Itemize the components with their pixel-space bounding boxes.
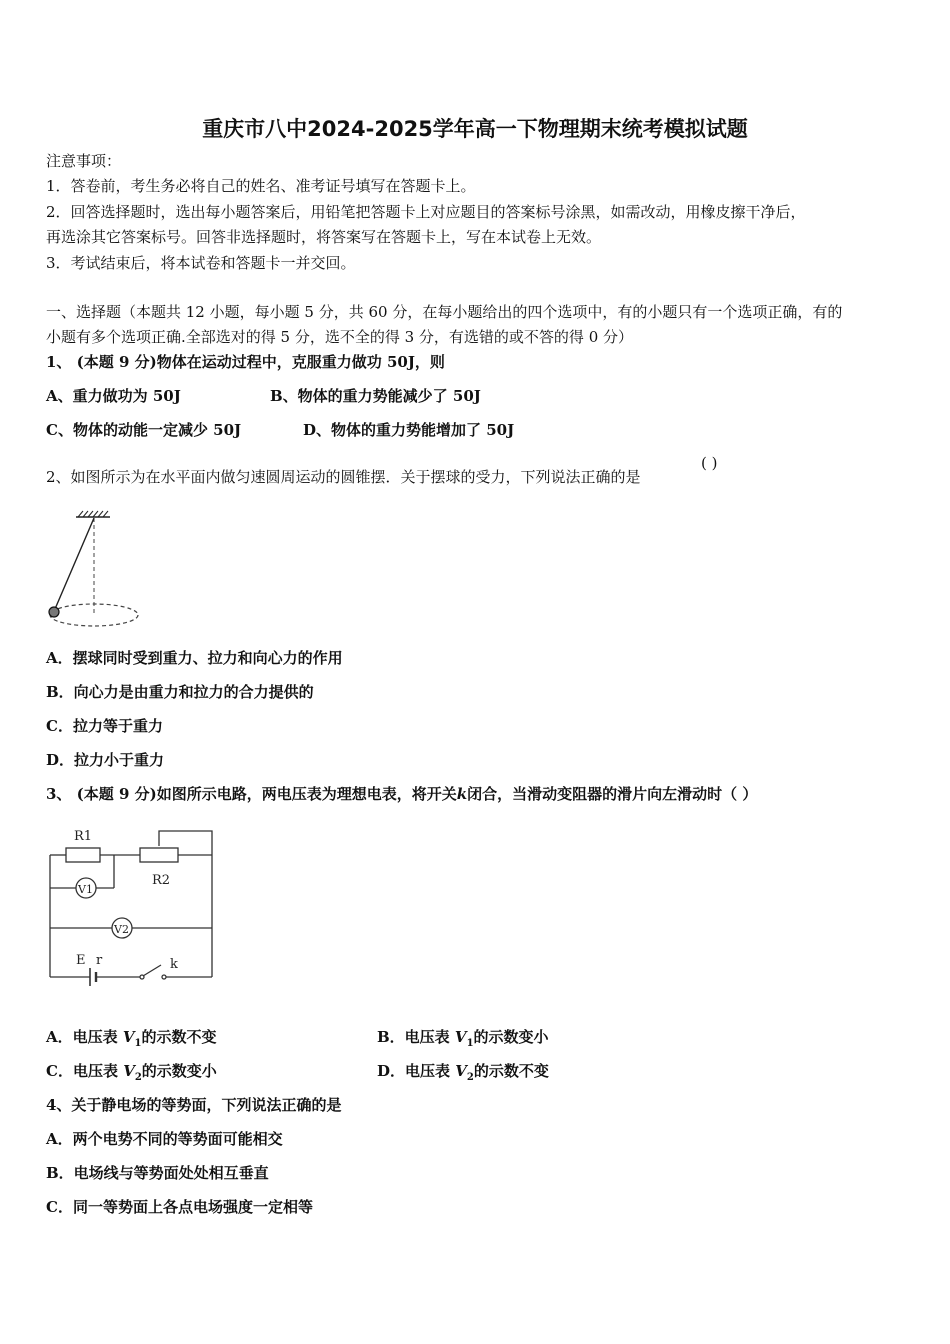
notice-item-2a: 2．回答选择题时，选出每小题答案后，用铅笔把答题卡上对应题目的答案标号涂黑，如需改动，用橡皮擦干净后， — [46, 203, 806, 221]
q2-option-c: C．拉力等于重力 — [46, 717, 163, 735]
q3-option-d-post: 的示数不变 — [473, 1062, 549, 1080]
q3-option-b — [377, 1027, 549, 1054]
page-title: 重庆市八中2024-2025学年高一下物理期末统考模拟试题 — [202, 117, 748, 141]
conical-pendulum-figure — [44, 508, 144, 633]
notice-item-3: 3．考试结束后，将本试卷和答题卡一并交回。 — [46, 254, 356, 272]
section-intro-line1: 一、选择题（本题共 12 小题，每小题 5 分，共 60 分，在每小题给出的四个选项中，有的小题只有一个选项正确，有的 — [46, 303, 843, 321]
q2-stem: 2、如图所示为在水平面内做匀速圆周运动的圆锥摆．关于摆球的受力，下列说法正确的是 — [46, 468, 641, 486]
q3-option-c-v: V — [123, 1062, 135, 1080]
label-v2: V2 — [114, 923, 129, 936]
q2-option-d: D．拉力小于重力 — [46, 751, 165, 769]
q3-stem-pre: 3、 (本题 9 分)如图所示电路，两电压表为理想电表，将开关 — [46, 785, 457, 803]
q2-option-b: B．向心力是由重力和拉力的合力提供的 — [46, 683, 314, 701]
q3-stem — [46, 784, 757, 804]
label-v1: V1 — [78, 883, 93, 896]
q1-option-c: C、物体的动能一定减少 50J — [46, 421, 242, 439]
section-intro-line2: 小题有多个选项正确.全部选对的得 5 分，选不全的得 3 分，有选错的或不答的得 0 分） — [46, 328, 634, 346]
q3-option-b-post: 的示数变小 — [473, 1028, 549, 1046]
pendulum-ball — [49, 607, 59, 617]
label-r: r — [96, 953, 103, 968]
label-e: E — [76, 953, 86, 968]
q3-option-d — [377, 1061, 549, 1088]
q2-answer-paren: ( ) — [701, 454, 718, 472]
label-r1: R1 — [74, 829, 93, 844]
q3-option-b-sub: 1 — [466, 1038, 474, 1049]
label-r2: R2 — [152, 873, 171, 888]
notice-heading: 注意事项： — [46, 152, 122, 170]
circuit-figure — [40, 822, 230, 992]
q3-option-d-sub: 2 — [466, 1072, 474, 1083]
q3-option-c-post: 的示数变小 — [141, 1062, 217, 1080]
q3-option-a — [46, 1027, 217, 1054]
q4-option-c: C．同一等势面上各点电场强度一定相等 — [46, 1198, 313, 1216]
q3-option-d-pre: D．电压表 — [377, 1062, 451, 1080]
label-k: k — [170, 957, 178, 972]
q4-option-a: A．两个电势不同的等势面可能相交 — [46, 1130, 283, 1148]
q4-option-b: B．电场线与等势面处处相互垂直 — [46, 1164, 269, 1182]
q3-stem-post: 闭合，当滑动变阻器的滑片向左滑动时（ ） — [467, 785, 758, 803]
q2-option-a: A．摆球同时受到重力、拉力和向心力的作用 — [46, 649, 343, 667]
q3-stem-k: k — [456, 785, 468, 803]
q3-option-a-pre: A．电压表 — [46, 1028, 118, 1046]
q1-option-b: B、物体的重力势能减少了 50J — [270, 387, 481, 405]
resistor-r1 — [66, 848, 100, 862]
switch-k — [143, 965, 161, 976]
q3-option-a-sub: 1 — [134, 1038, 142, 1049]
q3-option-c-pre: C．电压表 — [46, 1062, 118, 1080]
notice-item-1: 1．答卷前，考生务必将自己的姓名、准考证号填写在答题卡上。 — [46, 177, 476, 195]
q3-option-c — [46, 1061, 217, 1088]
q3-option-a-v: V — [122, 1028, 135, 1046]
q1-option-a: A、重力做功为 50J — [46, 387, 181, 405]
notice-item-2b: 再选涂其它答案标号。回答非选择题时，将答案写在答题卡上，写在本试卷上无效。 — [46, 228, 602, 246]
q3-option-a-post: 的示数不变 — [141, 1028, 217, 1046]
q3-option-b-pre: B．电压表 — [377, 1028, 450, 1046]
q1-option-d: D、物体的重力势能增加了 50J — [303, 421, 515, 439]
q3-option-d-v: V — [455, 1062, 467, 1080]
q1-stem: 1、 (本题 9 分)物体在运动过程中，克服重力做功 50J，则 — [46, 353, 445, 371]
q4-stem: 4、关于静电场的等势面，下列说法正确的是 — [46, 1096, 342, 1114]
q3-option-b-v: V — [454, 1028, 467, 1046]
q3-option-c-sub: 2 — [134, 1072, 142, 1083]
resistor-r2 — [140, 848, 178, 862]
